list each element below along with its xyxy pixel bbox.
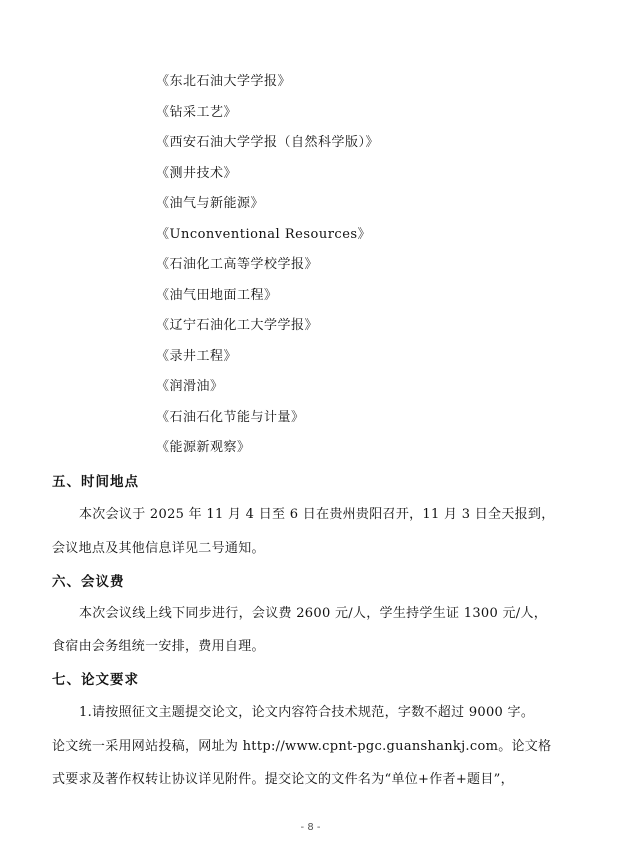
journal-item: 《能源新观察》: [156, 440, 251, 455]
section-conference-fee-line-1: 本次会议线上线下同步进行，会议费 2600 元/人，学生持学生证 1300 元/人，: [79, 606, 548, 621]
section-time-location-line-2: 会议地点及其他信息详见二号通知。: [52, 541, 265, 556]
journal-item: 《石油化工高等学校学报》: [156, 257, 319, 272]
journal-item: 《石油石化节能与计量》: [156, 409, 305, 425]
section-paper-requirements-line-3: 式要求及著作权转让协议详见附件。提交论文的文件名为“单位+作者+题目”，: [52, 772, 514, 787]
section-heading-conference-fee: 六、会议费: [52, 574, 125, 590]
journal-item: 《录井工程》: [156, 348, 238, 364]
section-heading-time-location: 五、时间地点: [52, 474, 139, 490]
journal-item: 《润滑油》: [156, 379, 224, 394]
journal-item: 《辽宁石油化工大学学报》: [156, 318, 319, 333]
section-paper-requirements-line-1: 1.请按照征文主题提交论文，论文内容符合技术规范，字数不超过 9000 字。: [79, 705, 535, 720]
journal-list: [156, 66, 379, 463]
journal-item: 《Unconventional Resources》: [156, 226, 372, 242]
journal-item: 《测井技术》: [156, 165, 238, 181]
section-conference-fee-line-2: 食宿由会务组统一安排，费用自理。: [52, 639, 265, 654]
section-heading-paper-requirements: 七、论文要求: [52, 672, 139, 688]
page-number: - 8 -: [300, 822, 321, 833]
journal-item: 《油气田地面工程》: [156, 287, 278, 303]
journal-item: 《西安石油大学学报（自然科学版）》: [156, 135, 380, 150]
journal-item: 《钻采工艺》: [156, 104, 238, 120]
section-paper-requirements-line-2: 论文统一采用网站投稿，网址为 http://www.cpnt-pgc.guanshankj.com。论文格: [52, 739, 552, 754]
journal-item: 《东北石油大学学报》: [156, 74, 292, 89]
section-time-location-line-1: 本次会议于 2025 年 11 月 4 日至 6 日在贵州贵阳召开，11 月 3 日全天报到，: [79, 507, 555, 522]
journal-item: 《油气与新能源》: [156, 196, 265, 211]
